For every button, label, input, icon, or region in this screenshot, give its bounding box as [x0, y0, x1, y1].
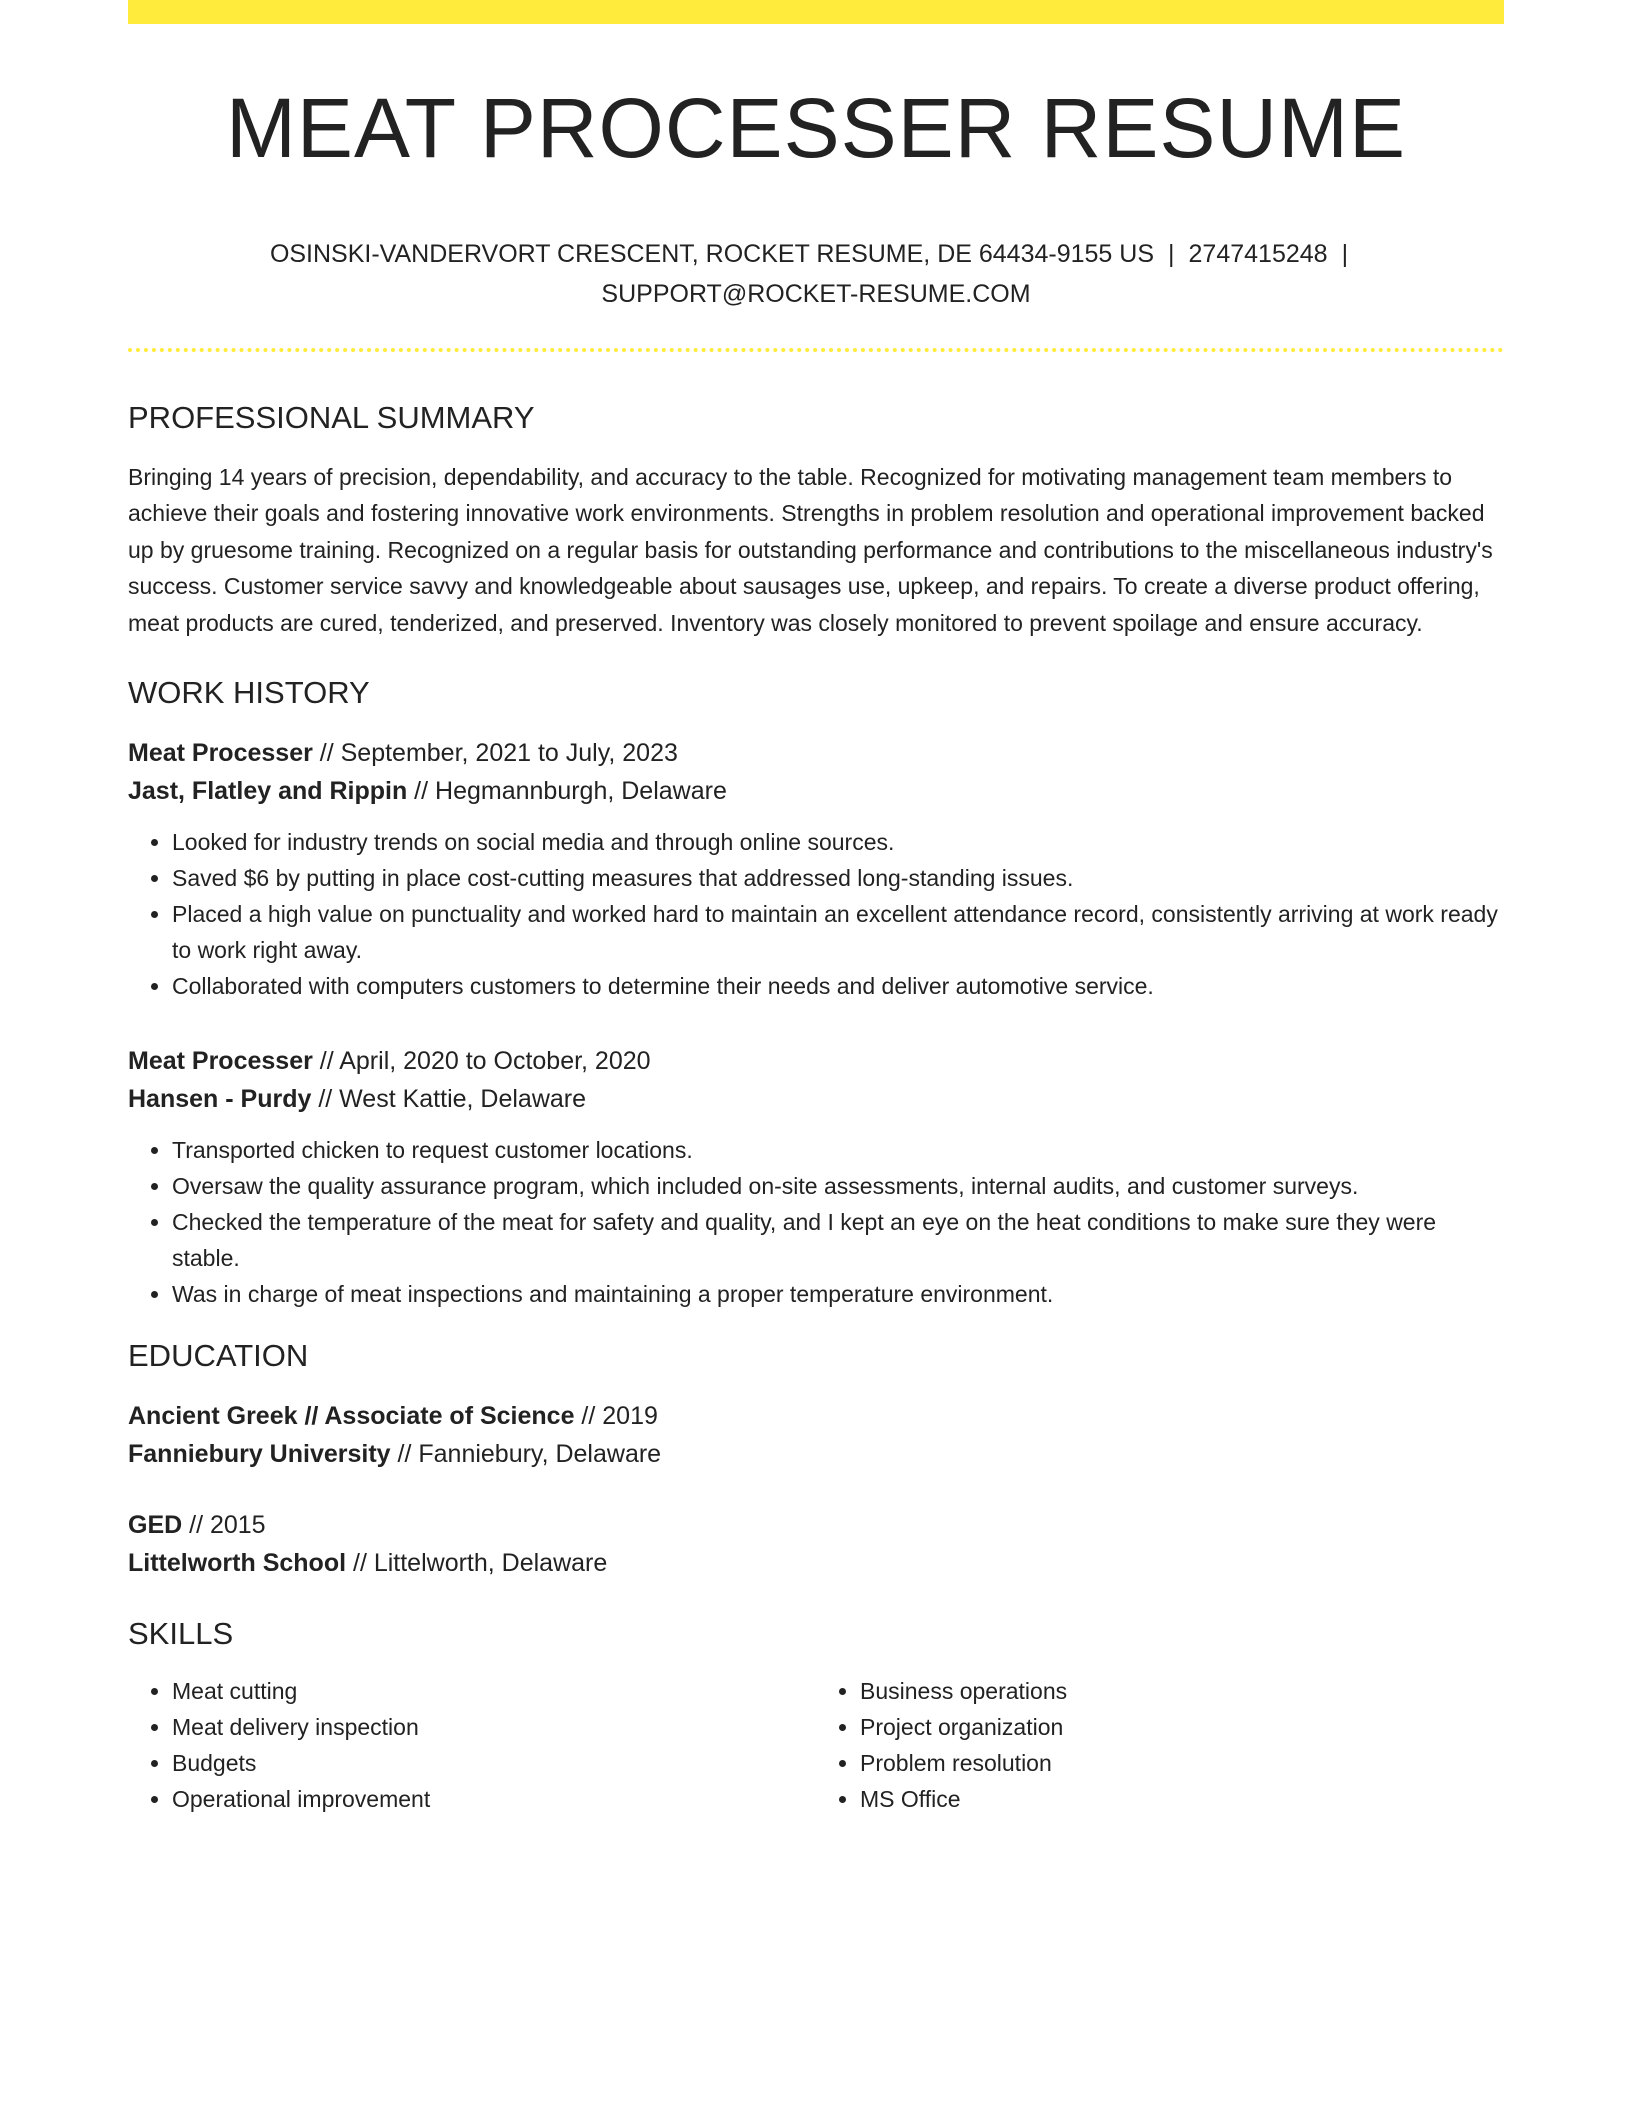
contact-email: SUPPORT@ROCKET-RESUME.COM — [601, 280, 1031, 308]
skill-item: • MS Office — [860, 1781, 1504, 1817]
job-company: Hansen - Purdy — [128, 1085, 312, 1114]
job-dates: // September, 2021 to July, 2023 — [312, 739, 678, 768]
education-year: // 2015 — [182, 1511, 266, 1540]
job-bullet: • Oversaw the quality assurance program, which included on-site assessments, internal audits, and customer surveys. — [172, 1168, 1504, 1204]
work-history-heading: WORK HISTORY — [128, 675, 370, 711]
education-degree: GED — [128, 1511, 183, 1540]
resume-title: MEAT PROCESSER RESUME — [225, 81, 1407, 175]
job-bullet: • Transported chicken to request customer locations. — [172, 1132, 1504, 1168]
job-entry — [128, 734, 1504, 1004]
education-degree-line — [128, 1506, 1504, 1544]
skills-grid — [128, 1673, 1504, 1817]
resume-page — [128, 0, 1504, 1817]
skill-item: • Operational improvement — [172, 1781, 816, 1817]
job-dates: // April, 2020 to October, 2020 — [312, 1047, 651, 1076]
education-location: // Littelworth, Delaware — [346, 1549, 608, 1578]
job-title: Meat Processer — [128, 739, 313, 768]
job-bullets — [128, 824, 1504, 1004]
job-title-line — [128, 734, 1504, 772]
skill-item: • Business operations — [860, 1673, 1504, 1709]
contact-phone: 2747415248 — [1188, 240, 1328, 268]
education-year: // 2019 — [574, 1402, 658, 1431]
skill-item: • Problem resolution — [860, 1745, 1504, 1781]
skill-item: • Meat delivery inspection — [172, 1709, 816, 1745]
contact-info — [128, 234, 1504, 314]
job-bullet: • Placed a high value on punctuality and worked hard to maintain an excellent attendance record, consistently arriving at work ready to work right away. — [172, 896, 1504, 968]
summary-text: Bringing 14 years of precision, dependability, and accuracy to the table. Recognized for motivating management team members to achieve their goals and fostering innovative work environments. Strengths in problem resolution and operational improvement backed up by gruesome training. Recognized on a regular basis for outstanding performance and contributions to the miscellaneous industry's success. Customer service savvy and knowledgeable about sausages use, upkeep, and repairs. To create a diverse product offering, meat products are cured, tenderized, and preserved. Inventory was closely monitored to prevent spoilage and ensure accuracy. — [128, 464, 1493, 636]
job-bullet: • Was in charge of meat inspections and maintaining a proper temperature environment. — [172, 1276, 1504, 1312]
contact-separator: | — [1341, 240, 1349, 268]
education-degree-line — [128, 1397, 1504, 1435]
job-company-line — [128, 1080, 1504, 1118]
education-heading: EDUCATION — [128, 1338, 309, 1374]
education-degree: Ancient Greek // Associate of Science — [128, 1402, 575, 1431]
job-bullet: • Saved $6 by putting in place cost-cutting measures that addressed long-standing issues. — [172, 860, 1504, 896]
education-school-line — [128, 1435, 1504, 1473]
job-title: Meat Processer — [128, 1047, 313, 1076]
job-bullet: • Collaborated with computers customers to determine their needs and deliver automotive service. — [172, 968, 1504, 1004]
skill-item: • Meat cutting — [172, 1673, 816, 1709]
job-company: Jast, Flatley and Rippin — [128, 777, 408, 806]
skill-item: • Project organization — [860, 1709, 1504, 1745]
education-school: Fanniebury University — [128, 1440, 391, 1469]
accent-top-bar — [128, 0, 1504, 24]
education-location: // Fanniebury, Delaware — [390, 1440, 662, 1469]
dotted-divider — [128, 348, 1504, 352]
contact-separator: | — [1168, 240, 1175, 268]
education-entry — [128, 1397, 1504, 1473]
job-location: // Hegmannburgh, Delaware — [407, 777, 727, 806]
job-bullets — [128, 1132, 1504, 1312]
job-bullet: • Checked the temperature of the meat for safety and quality, and I kept an eye on the heat conditions to make sure they were stable. — [172, 1204, 1504, 1276]
education-school-line — [128, 1544, 1504, 1582]
skills-column-right — [816, 1673, 1504, 1817]
job-bullet: • Looked for industry trends on social media and through online sources. — [172, 824, 1504, 860]
job-company-line — [128, 772, 1504, 810]
contact-address: OSINSKI-VANDERVORT CRESCENT, ROCKET RESUME, DE 64434-9155 US — [269, 240, 1155, 268]
education-entry — [128, 1506, 1504, 1582]
job-entry — [128, 1042, 1504, 1312]
education-school: Littelworth School — [128, 1549, 347, 1578]
summary-heading: PROFESSIONAL SUMMARY — [128, 400, 535, 435]
job-title-line — [128, 1042, 1504, 1080]
skills-heading: SKILLS — [128, 1616, 234, 1652]
skills-column-left — [128, 1673, 816, 1817]
skill-item: • Budgets — [172, 1745, 816, 1781]
job-location: // West Kattie, Delaware — [311, 1085, 587, 1114]
